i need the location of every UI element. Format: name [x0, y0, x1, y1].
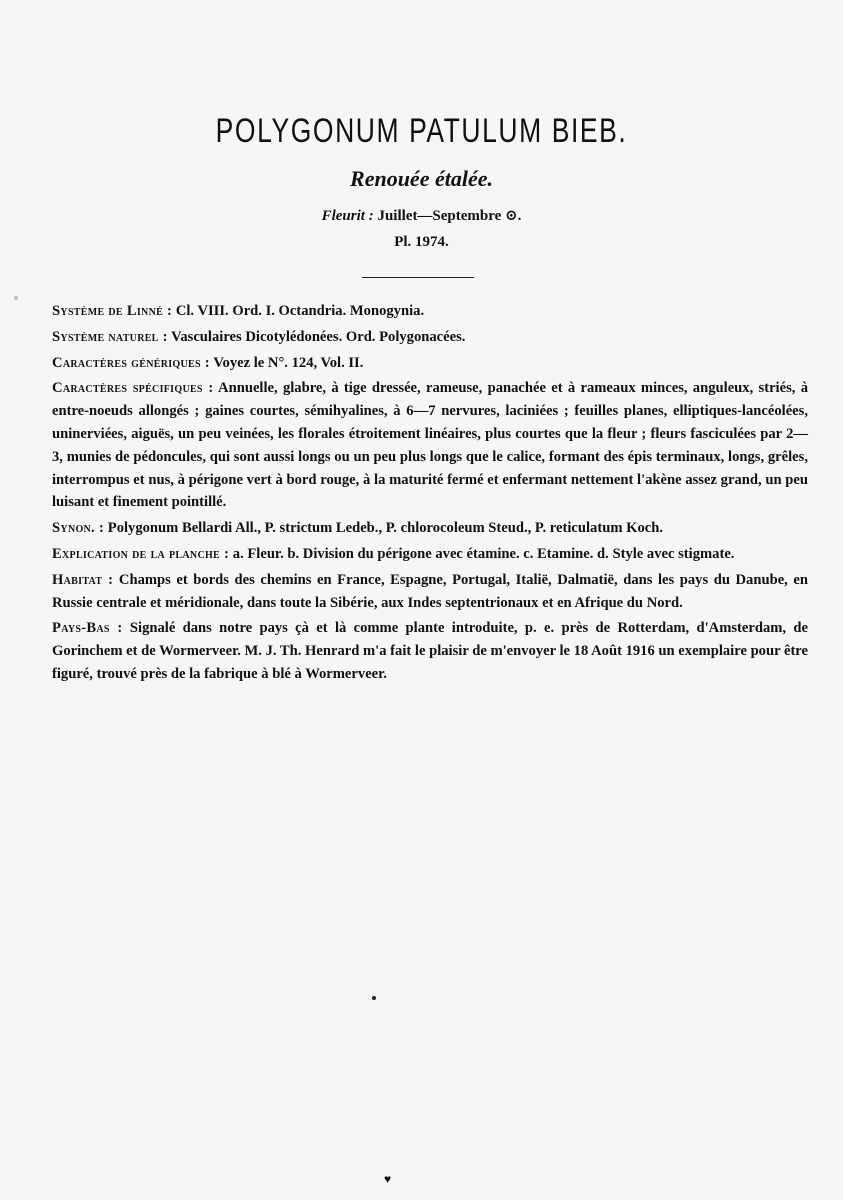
speck-mark [372, 996, 376, 1000]
section-lead: Caractères génériques : [52, 354, 210, 371]
section-text: a. Fleur. b. Division du périgone avec étamine. c. Etamine. d. Style avec stigmate. [229, 545, 735, 562]
section-text: Vasculaires Dicotylédonées. Ord. Polygonacées. [167, 328, 466, 345]
section-text: Annuelle, glabre, à tige dressée, rameuse, panachée et à rameaux minces, anguleux, striés, à entre-noeuds allongés ; gaines courtes, sémihyalines, à 6—7 nervures, laciniées ; feuilles planes, elliptiques-lancéolées, uninerviées, aiguës, un peu veinées, les florales étroitement linéaires, plus courtes que la fleur ; fleurs fasciculées par 2—3, munies de pédoncules, qui sont aussi longs ou un peu plus longs que le calice, formant des épis terminaux, longs, grêles, interrompus et nus, à périgone vert à bord rouge, à la maturité fermé et enfermant nettement l'akène assez grand, un peu luisant et finement pointillé. [52, 380, 808, 511]
section-naturel [52, 326, 808, 349]
section-habitat [52, 569, 808, 615]
plate-number: Pl. 1974. [394, 234, 449, 250]
flowering-value: Juillet—Septembre ⊙. [377, 208, 522, 224]
section-lead: Habitat : [52, 571, 114, 588]
species-title: POLYGONUM PATULUM BIEB. [215, 112, 628, 150]
common-name: Renouée étalée. [350, 166, 493, 191]
section-planche [52, 543, 808, 566]
section-specifiques [52, 377, 808, 514]
flowering-label: Fleurit : [321, 208, 374, 224]
section-linne [52, 300, 808, 323]
section-pays-bas [52, 617, 808, 685]
flowering-line [0, 206, 843, 225]
footer-mark: ♥ [384, 1172, 392, 1186]
section-generiques [52, 352, 808, 375]
section-text: Signalé dans notre pays çà et là comme plante introduite, p. e. près de Rotterdam, d'Amsterdam, de Gorinchem et de Wormerveer. M. J. Th. Henrard m'a fait le plaisir de m'envoyer le 18 Août 1916 un exemplaire pour être figuré, trouvé près de la fabrique à blé à Wormerveer. [52, 620, 809, 682]
section-synonymes [52, 517, 808, 540]
divider [362, 277, 474, 278]
section-lead: Explication de la planche : [52, 545, 230, 562]
section-text: Champs et bords des chemins en France, Espagne, Portugal, Italië, Dalmatië, dans les pays du Danube, en Russie centrale et méridionale, dans toute la Sibérie, aux Indes septentrionaux et en Afrique du Nord. [52, 571, 808, 611]
speck-mark [14, 296, 18, 300]
description-body [52, 300, 808, 689]
section-lead: Pays-Bas : [52, 620, 123, 637]
section-lead: Système de Linné : [52, 303, 173, 319]
section-lead: Caractères spécifiques : [52, 380, 214, 397]
section-lead: Synon. : [52, 520, 105, 537]
section-text: Voyez le N°. 124, Vol. II. [209, 354, 364, 371]
section-lead: Système naturel : [52, 328, 168, 345]
section-text: Cl. VIII. Ord. I. Octandria. Monogynia. [172, 303, 425, 319]
section-text: Polygonum Bellardi All., P. strictum Ledeb., P. chlorocoleum Steud., P. reticulatum Koch. [104, 520, 664, 537]
